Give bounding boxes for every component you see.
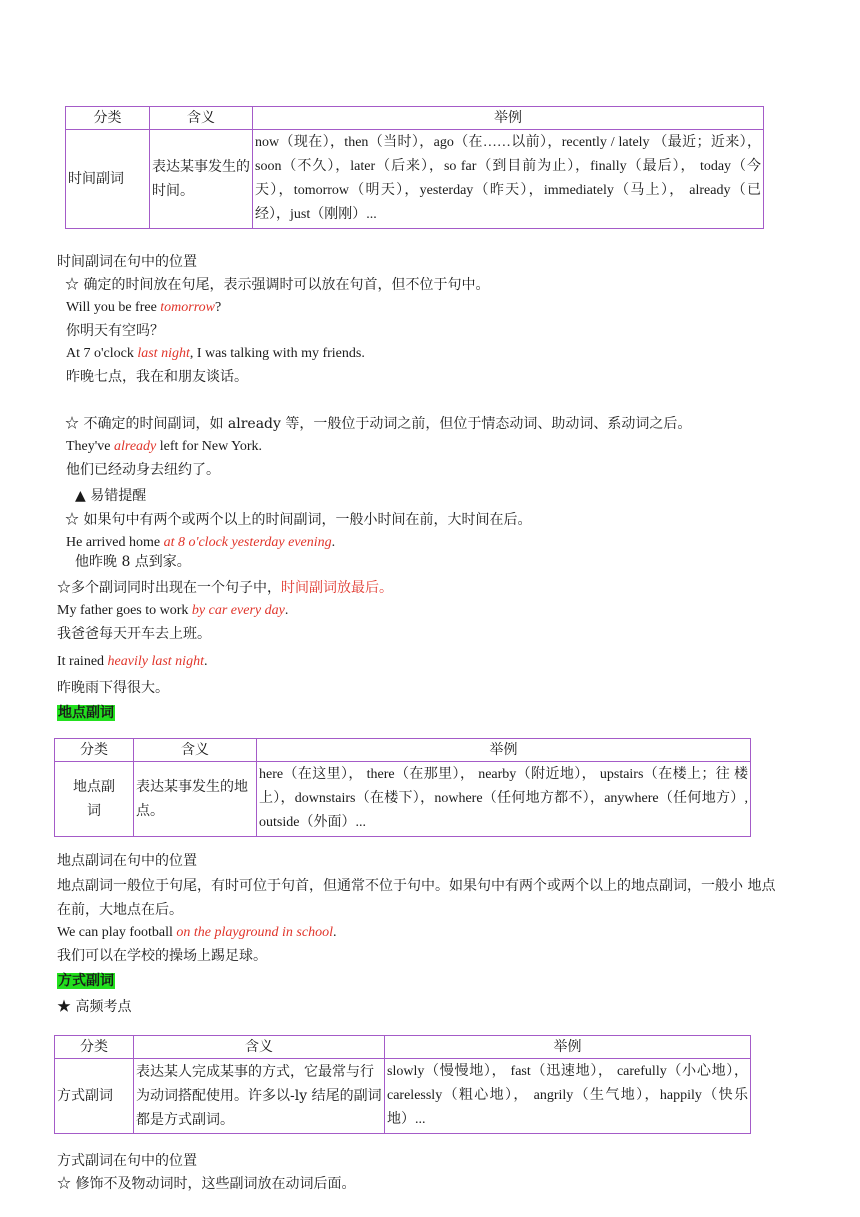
manner-adverb-table [54, 1035, 751, 1134]
header-example: 举例 [257, 739, 751, 762]
example-sentence: It rained heavily last night. [57, 654, 208, 669]
high-frequency-label: ★ 高频考点 [57, 999, 132, 1015]
rule-place-position: 地点副词一般位于句尾，有时可位于句首，但通常不位于句中。如果句中有两个或两个以上的地点副词，一般小 地点在前，大地点在后。 [57, 878, 776, 918]
example-sentence: They've already left for New York. [66, 439, 263, 454]
rule-intransitive: ☆ 修饰不及物动词时，这些副词放在动词后面。 [57, 1176, 356, 1192]
header-category: 分类 [55, 739, 134, 762]
example-sentence: He arrived home at 8 o'clock yesterday evening. [66, 535, 336, 550]
section-heading-place-position: 地点副词在句中的位置 [57, 853, 197, 869]
cell-category: 地点副词 [55, 762, 134, 837]
example-translation: 昨晚七点，我在和朋友谈话。 [66, 369, 248, 385]
header-meaning: 含义 [134, 1036, 385, 1059]
section-title-place: 地点副词 [58, 705, 114, 721]
example-sentence: We can play football on the playground in school. [57, 925, 337, 940]
header-category: 分类 [66, 107, 150, 130]
cell-meaning: 表达某事发生的时间。 [150, 130, 253, 229]
rule-definite-time: ☆ 确定的时间放在句尾，表示强调时可以放在句首，但不位于句中。 [65, 277, 490, 293]
cell-category: 时间副词 [66, 130, 150, 229]
cell-category: 方式副词 [55, 1059, 134, 1134]
time-adverb-table [65, 106, 764, 229]
section-heading-manner-position: 方式副词在句中的位置 [57, 1153, 197, 1169]
rule-multiple-time: ☆ 如果句中有两个或两个以上的时间副词，一般小时间在前，大时间在后。 [65, 512, 532, 528]
place-adverb-table [54, 738, 751, 837]
header-category: 分类 [55, 1036, 134, 1059]
cell-example: slowly（慢慢地）， fast（迅速地）， carefully（小心地）， carelessly（粗心地）， angrily（生气地），happily（快乐地）... [385, 1059, 751, 1134]
header-meaning: 含义 [150, 107, 253, 130]
section-heading-time-position: 时间副词在句中的位置 [57, 254, 197, 270]
example-translation: 昨晚雨下得很大。 [57, 680, 169, 696]
cell-example: now（现在），then（当时），ago（在……以前），recently / lately （最近；近来），soon（不久），later（后来），so far（到目前为止），finally（最后）， today（今天），tomorrow（明天），yesterday（昨天），immediately（马上）， already（已经），just（刚刚）... [253, 130, 764, 229]
header-meaning: 含义 [134, 739, 257, 762]
example-translation: 我爸爸每天开车去上班。 [57, 626, 211, 642]
section-title-manner: 方式副词 [58, 973, 114, 989]
header-example: 举例 [253, 107, 764, 130]
example-sentence: Will you be free tomorrow? [66, 300, 222, 315]
example-sentence: My father goes to work by car every day. [57, 603, 289, 618]
example-translation: 他们已经动身去纽约了。 [66, 462, 220, 478]
example-translation: 他昨晚 8 点到家。 [75, 554, 191, 570]
rule-time-last: ☆多个副词同时出现在一个句子中，时间副词放最后。 [57, 580, 393, 596]
example-sentence: At 7 o'clock last night, I was talking with my friends. [66, 346, 365, 361]
warning-label: ▲ 易错提醒 [75, 488, 147, 504]
header-example: 举例 [385, 1036, 751, 1059]
cell-meaning: 表达某人完成某事的方式，它最常与行为动词搭配使用。许多以-ly 结尾的副词都是方式副词。 [134, 1059, 385, 1134]
example-translation: 我们可以在学校的操场上踢足球。 [57, 948, 267, 964]
cell-example: here（在这里）， there（在那里）， nearby（附近地）， upstairs（在楼上；往 楼上），downstairs（在楼下），nowhere（任何地方都不），anywhere（任何地方）, outside（外面）... [257, 762, 751, 837]
example-translation: 你明天有空吗？ [66, 323, 164, 339]
rule-indefinite-time: ☆ 不确定的时间副词，如 already 等，一般位于动词之前，但位于情态动词、助动词、系动词之后。 [65, 416, 692, 432]
cell-meaning: 表达某事发生的地点。 [134, 762, 257, 837]
